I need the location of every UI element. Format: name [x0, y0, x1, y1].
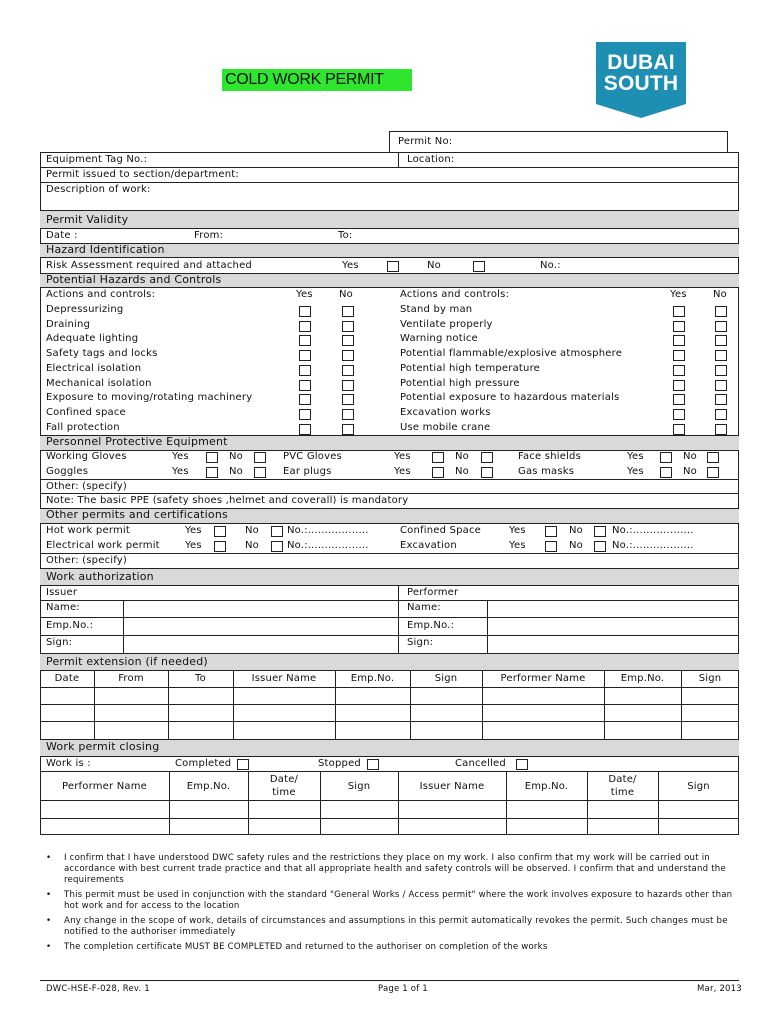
permit-number-label: No.:.................. — [287, 540, 369, 551]
control-left-yes-checkbox[interactable] — [299, 380, 311, 391]
closing-column-header: Emp.No. — [186, 780, 231, 792]
ppe-yes-label: Yes — [172, 451, 189, 462]
risk-yes-label: Yes — [342, 260, 359, 271]
control-right-label: Potential high temperature — [400, 362, 541, 374]
ppe-no-label: No — [683, 466, 697, 477]
control-right-label: Potential high pressure — [400, 377, 520, 389]
other-permits-heading: Other permits and certifications — [46, 508, 228, 521]
ppe-yes-label: Yes — [394, 451, 411, 462]
extension-column-header: Emp.No. — [620, 673, 665, 684]
permit-no-label: No — [569, 525, 583, 536]
stopped-checkbox[interactable] — [367, 759, 379, 770]
hazard-heading: Hazard Identification — [46, 243, 165, 256]
cancelled-checkbox[interactable] — [516, 759, 528, 770]
permit-item-label: Confined Space — [400, 525, 482, 536]
control-left-no-checkbox[interactable] — [342, 335, 354, 346]
control-left-label: Fall protection — [46, 421, 120, 433]
control-left-label: Safety tags and locks — [46, 348, 158, 360]
validity-from-label: From: — [194, 230, 224, 241]
performer-sign-label: Sign: — [407, 637, 434, 648]
control-right-label: Potential flammable/explosive atmosphere — [400, 348, 623, 360]
validity-heading: Permit Validity — [46, 213, 129, 226]
control-right-no-checkbox[interactable] — [715, 306, 727, 317]
permit-number-label: No.:.................. — [287, 525, 369, 536]
closing-column-header: Issuer Name — [419, 780, 485, 792]
permit-yes-label: Yes — [509, 540, 526, 551]
closing-column-header: Date/ time — [269, 774, 299, 798]
controls-left-header: Actions and controls: — [46, 289, 156, 300]
control-left-yes-checkbox[interactable] — [299, 350, 311, 361]
ppe-yes-checkbox[interactable] — [660, 452, 672, 463]
extension-column-header: Date — [54, 673, 80, 684]
control-right-no-checkbox[interactable] — [715, 424, 727, 435]
performer-emp-label: Emp.No.: — [407, 620, 455, 631]
note-item: • I confirm that I have understood DWC safety rules and the restrictions they place on my work. I also confirm that my work will be carried out in accordance with best current trade practice and that all appropriate health and safety controls will be observed. I confirm that and understand the requirements — [40, 853, 740, 886]
control-left-no-checkbox[interactable] — [342, 424, 354, 435]
extension-column-header: To — [195, 673, 206, 684]
completed-checkbox[interactable] — [237, 759, 249, 770]
control-left-no-checkbox[interactable] — [342, 380, 354, 391]
control-right-label: Ventilate properly — [400, 318, 493, 330]
control-left-yes-checkbox[interactable] — [299, 424, 311, 435]
controls-left-yes: Yes — [296, 289, 313, 300]
control-left-no-checkbox[interactable] — [342, 365, 354, 376]
work-is-label: Work is : — [46, 758, 91, 769]
ppe-note: Note: The basic PPE (safety shoes ,helmet and coverall) is mandatory — [46, 495, 409, 506]
control-right-label: Excavation works — [400, 406, 491, 418]
permit-yes-checkbox[interactable] — [545, 526, 557, 537]
control-left-yes-checkbox[interactable] — [299, 394, 311, 405]
closing-heading: Work permit closing — [46, 740, 160, 753]
control-left-yes-checkbox[interactable] — [299, 335, 311, 346]
control-right-yes-checkbox[interactable] — [673, 424, 685, 435]
permit-no-checkbox[interactable] — [271, 541, 283, 552]
control-left-no-checkbox[interactable] — [342, 350, 354, 361]
permit-number-label: No.:.................. — [612, 525, 694, 536]
control-left-yes-checkbox[interactable] — [299, 306, 311, 317]
control-left-label: Depressurizing — [46, 304, 124, 315]
control-left-label: Electrical isolation — [46, 362, 142, 374]
permit-no-checkbox[interactable] — [271, 526, 283, 537]
controls-left-no: No — [339, 289, 353, 300]
risk-no-label: No — [427, 260, 441, 271]
permit-no-label: No — [569, 540, 583, 551]
ppe-no-checkbox[interactable] — [254, 467, 266, 478]
note-item: • This permit must be used in conjunction with the standard "General Works / Access permit" where the work involves exposure to hazards other than hot work and for access to the location — [40, 890, 740, 912]
control-left-label: Exposure to moving/rotating machinery — [46, 392, 253, 404]
ppe-other-label: Other: (specify) — [46, 481, 128, 492]
issued-to-label: Permit issued to section/department: — [46, 169, 239, 180]
permit-no-label: Permit No: — [398, 136, 453, 147]
extension-column-header: Performer Name — [500, 673, 586, 684]
permit-item-label: Hot work permit — [46, 525, 130, 536]
risk-assessment-label: Risk Assessment required and attached — [46, 260, 252, 271]
ppe-yes-label: Yes — [627, 451, 644, 462]
ppe-no-label: No — [229, 451, 243, 462]
extension-column-header: From — [118, 673, 144, 684]
permit-yes-checkbox[interactable] — [545, 541, 557, 552]
extension-column-header: Sign — [698, 673, 722, 684]
permit-number-label: No.:.................. — [612, 540, 694, 551]
control-right-yes-checkbox[interactable] — [673, 380, 685, 391]
control-right-yes-checkbox[interactable] — [673, 350, 685, 361]
control-right-yes-checkbox[interactable] — [673, 365, 685, 376]
ppe-yes-checkbox[interactable] — [432, 452, 444, 463]
control-right-no-checkbox[interactable] — [715, 350, 727, 361]
control-left-label: Mechanical isolation — [46, 377, 152, 389]
control-right-label: Use mobile crane — [400, 421, 491, 433]
controls-right-yes: Yes — [670, 289, 687, 300]
form-title: COLD WORK PERMIT — [222, 69, 412, 91]
control-left-no-checkbox[interactable] — [342, 394, 354, 405]
risk-no-checkbox[interactable] — [473, 261, 485, 272]
control-right-label: Stand by man — [400, 304, 473, 315]
ppe-yes-checkbox[interactable] — [206, 467, 218, 478]
validity-to-label: To: — [338, 230, 353, 241]
ppe-heading: Personnel Protective Equipment — [46, 435, 228, 448]
control-right-no-checkbox[interactable] — [715, 394, 727, 405]
note-item: • Any change in the scope of work, details of circumstances and assumptions in this permit automatically revokes the permit. Such changes must be notified to the authoriser immediately — [40, 916, 740, 938]
control-right-yes-checkbox[interactable] — [673, 409, 685, 420]
control-left-yes-checkbox[interactable] — [299, 321, 311, 332]
permit-yes-label: Yes — [185, 525, 202, 536]
issuer-name-label: Name: — [46, 602, 80, 613]
ppe-yes-checkbox[interactable] — [206, 452, 218, 463]
control-left-no-checkbox[interactable] — [342, 306, 354, 317]
permit-no-label: No — [245, 525, 259, 536]
closing-column-header: Emp.No. — [524, 780, 569, 792]
permit-yes-label: Yes — [509, 525, 526, 536]
logo-text-line1: DUBAI — [607, 51, 675, 74]
footer-page: Page 1 of 1 — [378, 984, 428, 994]
control-right-no-checkbox[interactable] — [715, 409, 727, 420]
note-item: • The completion certificate MUST BE COMPLETED and returned to the authoriser on completion of the works — [40, 942, 740, 953]
permit-no-checkbox[interactable] — [594, 541, 606, 552]
other-permits-other-label: Other: (specify) — [46, 555, 128, 566]
ppe-no-label: No — [229, 466, 243, 477]
extension-heading: Permit extension (if needed) — [46, 655, 208, 668]
closing-column-header: Sign — [687, 780, 710, 792]
validity-date-label: Date : — [46, 230, 78, 241]
footer-doc-code: DWC-HSE-F-028, Rev. 1 — [46, 984, 150, 994]
issuer-sign-label: Sign: — [46, 637, 73, 648]
control-right-no-checkbox[interactable] — [715, 380, 727, 391]
ppe-item-label: Gas masks — [518, 466, 575, 477]
controls-right-no: No — [713, 289, 727, 300]
logo-text-line2: SOUTH — [603, 72, 679, 95]
ppe-yes-checkbox[interactable] — [660, 467, 672, 478]
control-left-no-checkbox[interactable] — [342, 321, 354, 332]
issuer-emp-label: Emp.No.: — [46, 620, 94, 631]
footer-date: Mar, 2013 — [697, 984, 742, 994]
ppe-yes-label: Yes — [172, 466, 189, 477]
ppe-item-label: Goggles — [46, 466, 89, 477]
control-right-no-checkbox[interactable] — [715, 335, 727, 346]
ppe-item-label: Working Gloves — [46, 451, 127, 462]
ppe-no-checkbox[interactable] — [707, 452, 719, 463]
description-label: Description of work: — [46, 184, 151, 195]
permit-item-label: Excavation — [400, 540, 457, 551]
ppe-no-label: No — [455, 466, 469, 477]
extension-column-header: Emp.No. — [350, 673, 395, 684]
control-right-label: Warning notice — [400, 333, 478, 345]
equipment-tag-label: Equipment Tag No.: — [46, 154, 148, 165]
ppe-yes-label: Yes — [627, 466, 644, 477]
performer-label: Performer — [407, 587, 459, 598]
ppe-no-checkbox[interactable] — [481, 467, 493, 478]
issuer-label: Issuer — [46, 587, 78, 598]
closing-column-header: Performer Name — [62, 780, 147, 792]
ppe-yes-checkbox[interactable] — [432, 467, 444, 478]
control-right-no-checkbox[interactable] — [715, 321, 727, 332]
ppe-item-label: Ear plugs — [283, 466, 332, 477]
cancelled-label: Cancelled — [455, 758, 506, 769]
permit-no-checkbox[interactable] — [594, 526, 606, 537]
control-right-no-checkbox[interactable] — [715, 365, 727, 376]
control-right-yes-checkbox[interactable] — [673, 306, 685, 317]
controls-heading: Potential Hazards and Controls — [46, 273, 222, 286]
control-left-no-checkbox[interactable] — [342, 409, 354, 420]
ppe-no-checkbox[interactable] — [481, 452, 493, 463]
ppe-yes-label: Yes — [394, 466, 411, 477]
control-right-yes-checkbox[interactable] — [673, 335, 685, 346]
authorization-heading: Work authorization — [46, 570, 154, 583]
extension-column-header: Sign — [434, 673, 458, 684]
closing-column-header: Date/ time — [608, 774, 637, 798]
risk-number-label: No.: — [540, 260, 561, 271]
ppe-item-label: Face shields — [518, 451, 582, 462]
control-left-label: Adequate lighting — [46, 333, 139, 345]
control-right-yes-checkbox[interactable] — [673, 394, 685, 405]
control-left-label: Draining — [46, 318, 91, 330]
control-right-yes-checkbox[interactable] — [673, 321, 685, 332]
risk-yes-checkbox[interactable] — [387, 261, 399, 272]
closing-column-header: Sign — [347, 780, 371, 792]
ppe-no-checkbox[interactable] — [254, 452, 266, 463]
location-label: Location: — [407, 154, 455, 165]
permit-no-label: No — [245, 540, 259, 551]
ppe-no-label: No — [455, 451, 469, 462]
control-right-label: Potential exposure to hazardous materials — [400, 392, 620, 404]
permit-item-label: Electrical work permit — [46, 540, 160, 551]
permit-yes-checkbox[interactable] — [214, 541, 226, 552]
controls-right-header: Actions and controls: — [400, 289, 510, 300]
control-left-yes-checkbox[interactable] — [299, 409, 311, 420]
ppe-no-label: No — [683, 451, 697, 462]
notes-list — [40, 853, 740, 957]
ppe-item-label: PVC Gloves — [283, 451, 342, 462]
ppe-no-checkbox[interactable] — [707, 467, 719, 478]
completed-label: Completed — [175, 758, 232, 769]
extension-column-header: Issuer Name — [251, 673, 317, 684]
permit-yes-label: Yes — [185, 540, 202, 551]
control-left-yes-checkbox[interactable] — [299, 365, 311, 376]
permit-yes-checkbox[interactable] — [214, 526, 226, 537]
control-left-label: Confined space — [46, 406, 126, 418]
performer-name-label: Name: — [407, 602, 441, 613]
stopped-label: Stopped — [318, 758, 361, 769]
